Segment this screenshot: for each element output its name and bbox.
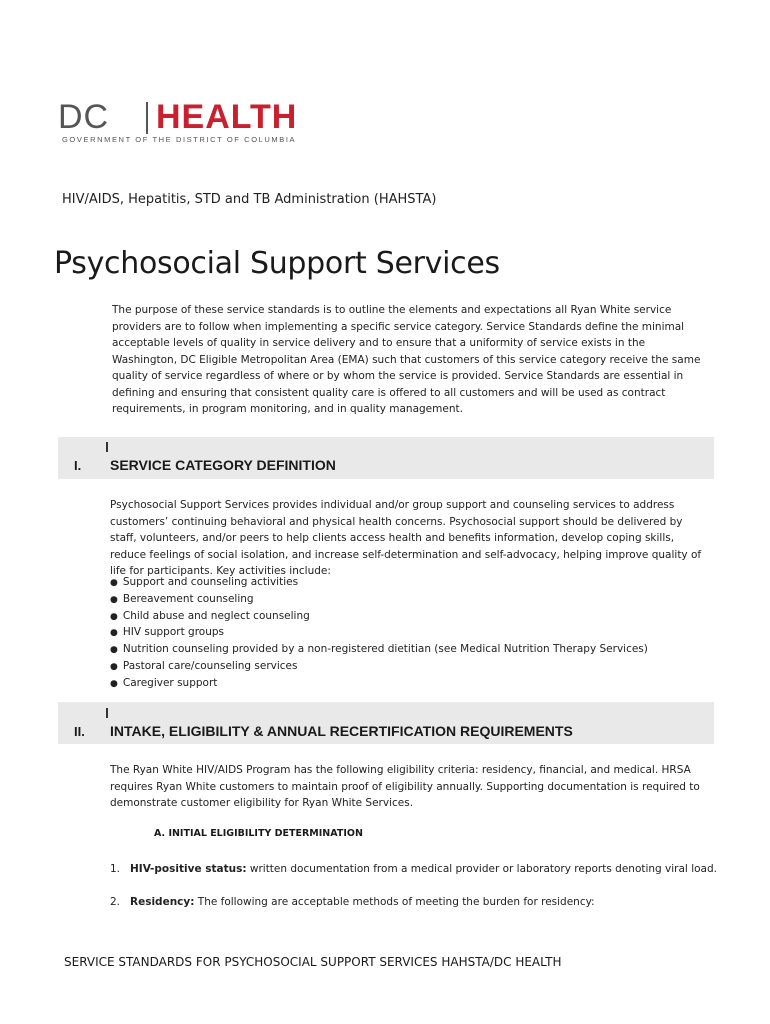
list-item: ● Caregiver support bbox=[110, 676, 648, 693]
section-1-body: Psychosocial Support Services provides individual and/or group support and counseling services to address customers’ continuing behavioral and physical health concerns. Psychosocial support should be delivered by staff, volunteers, and/or peers to help clients access health and benefits information, develop coping skills, reduce feelings of social isolation, and increase self-determination and self-advocacy, helping improve quality of life for participants. Key activities include: bbox=[110, 499, 702, 577]
section-2-number: II. bbox=[74, 724, 85, 739]
logo-subtitle: GOVERNMENT OF THE DISTRICT OF COLUMBIA bbox=[62, 135, 297, 144]
list-item: ● Nutrition counseling provided by a non-registered dietitian (see Medical Nutrition Therapy Services) bbox=[110, 642, 648, 659]
list-item: ● HIV support groups bbox=[110, 625, 648, 642]
key-activities-list bbox=[110, 575, 648, 693]
logo-divider bbox=[146, 102, 148, 134]
list-item: ● Support and counseling activities bbox=[110, 575, 648, 592]
section-2-cursor-mark bbox=[106, 708, 108, 718]
initial-eligibility-subheading: A. INITIAL ELIGIBILITY DETERMINATION bbox=[154, 828, 363, 839]
eligibility-item-residency bbox=[110, 896, 595, 908]
item-text: The following are acceptable methods of meeting the burden for residency: bbox=[194, 896, 595, 908]
section-2-body: The Ryan White HIV/AIDS Program has the following eligibility criteria: residency, financial, and medical. HRSA requires Ryan White customers to maintain proof of eligibility annually. Supporting documentation is required to demonstrate customer eligibility for Ryan White Services. bbox=[110, 764, 700, 809]
item-label: HIV-positive status: bbox=[130, 863, 247, 875]
intro-paragraph: The purpose of these service standards is to outline the elements and expectations all Ryan White service providers are to follow when implementing a specific service category. Service Standards define the minimal acceptable levels of quality in service delivery and to ensure that a uniformity of service exists in the Washington, DC Eligible Metropolitan Area (EMA) such that customers of this service category receive the same quality of service regardless of where or by whom the service is provided. Service Standards are essential in defining and ensuring that consistent quality care is offered to all customers and will be used as contract requirements, in program monitoring, and in quality management. bbox=[112, 304, 701, 415]
section-1-cursor-mark bbox=[106, 442, 108, 452]
section-2-title: INTAKE, ELIGIBILITY & ANNUAL RECERTIFICATION REQUIREMENTS bbox=[110, 723, 573, 739]
page-footer: SERVICE STANDARDS FOR PSYCHOSOCIAL SUPPORT SERVICES HAHSTA/DC HEALTH bbox=[64, 955, 562, 969]
list-item: ● Child abuse and neglect counseling bbox=[110, 609, 648, 626]
item-number: 1. bbox=[110, 863, 121, 875]
dc-health-logo bbox=[58, 100, 358, 148]
logo-dc-text: DC bbox=[58, 98, 110, 136]
page-title: Psychosocial Support Services bbox=[54, 246, 500, 281]
eligibility-item-hiv-status bbox=[110, 863, 717, 875]
administration-line: HIV/AIDS, Hepatitis, STD and TB Administration (HAHSTA) bbox=[62, 192, 437, 207]
section-1-number: I. bbox=[74, 458, 82, 473]
list-item: ● Pastoral care/counseling services bbox=[110, 659, 648, 676]
logo-health-text: HEALTH bbox=[156, 98, 298, 136]
item-text: written documentation from a medical provider or laboratory reports denoting viral load. bbox=[246, 863, 717, 875]
item-label: Residency: bbox=[130, 896, 195, 908]
section-1-title: SERVICE CATEGORY DEFINITION bbox=[110, 457, 336, 473]
list-item: ● Bereavement counseling bbox=[110, 592, 648, 609]
item-number: 2. bbox=[110, 896, 121, 908]
